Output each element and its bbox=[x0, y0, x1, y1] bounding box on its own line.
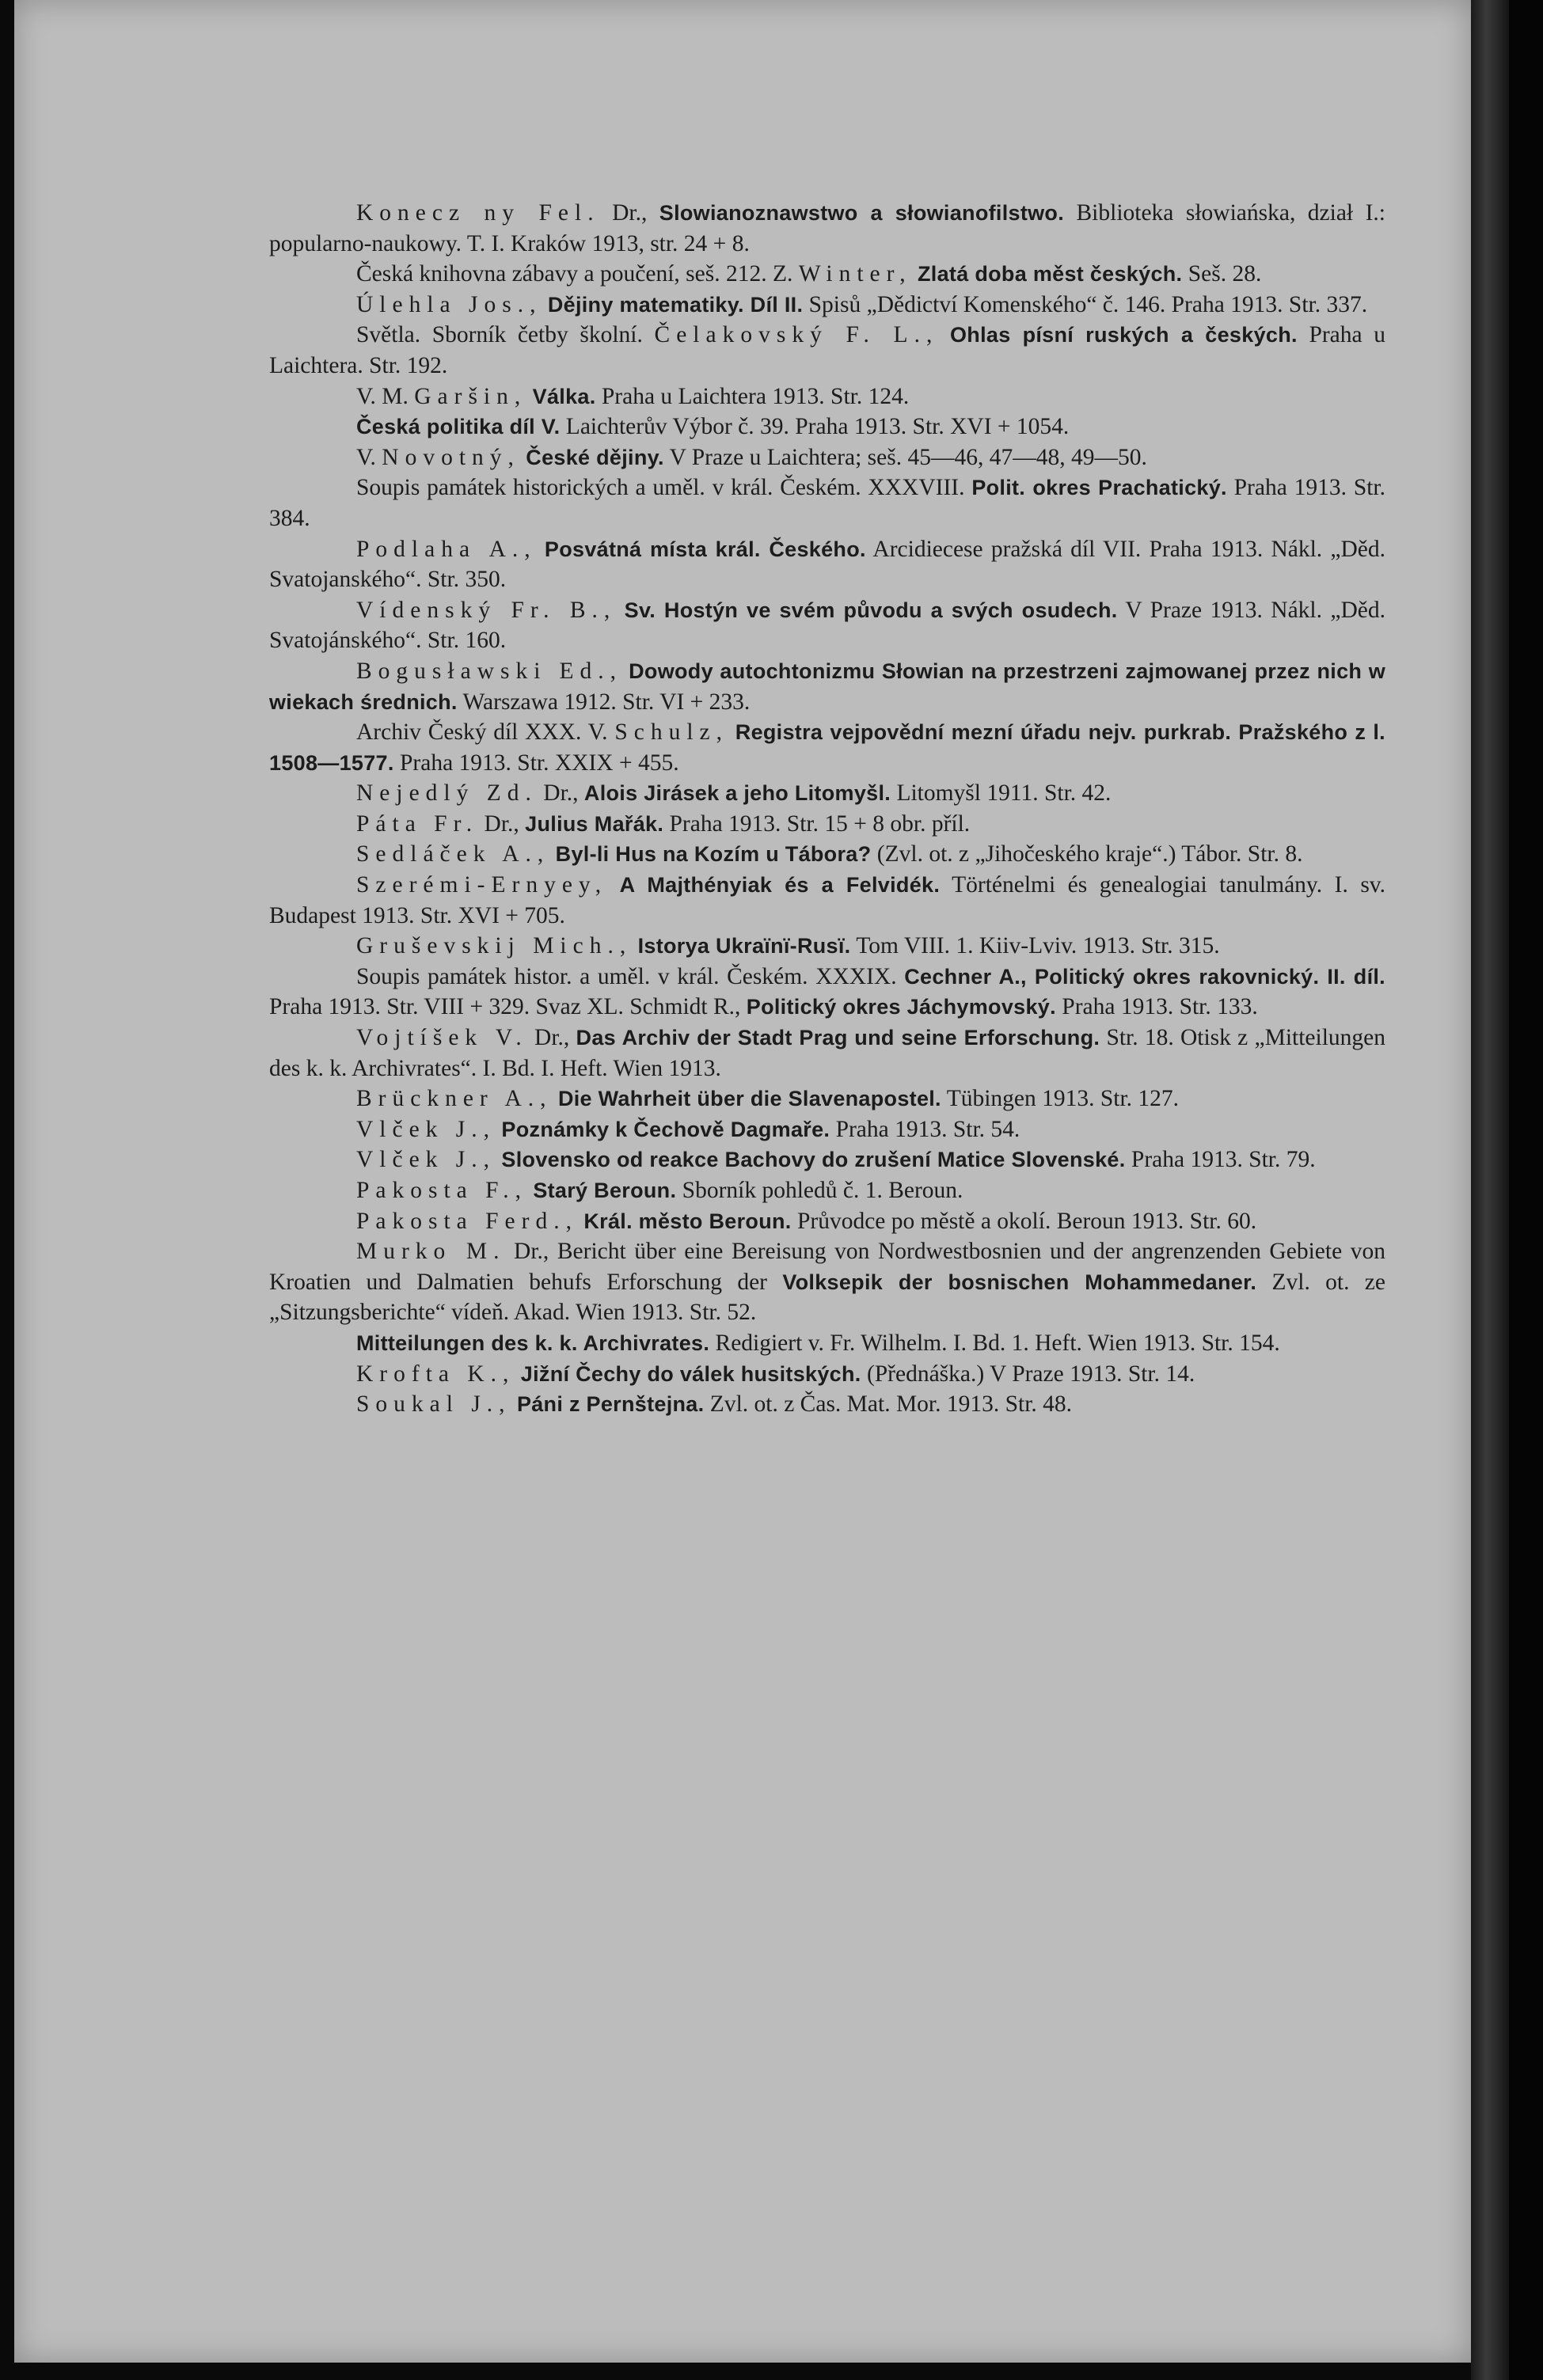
entry-text bbox=[607, 872, 620, 898]
bibliography-entry bbox=[269, 473, 1385, 533]
entry-title: Páni z Pernštejna. bbox=[516, 1392, 705, 1417]
entry-title: Die Wahrheit über die Slavenapostel. bbox=[557, 1087, 941, 1111]
entry-title: Slovensko od reakce Bachovy do zrušení Matice Slovenské. bbox=[501, 1148, 1126, 1172]
entry-text: Dr., bbox=[478, 810, 526, 837]
entry-title: Politický okres Jáchymovský. bbox=[746, 995, 1056, 1019]
entry-author: Páta Fr. bbox=[356, 810, 479, 837]
entry-text: Spisů „Dědictví Komenského“ č. 146. Praha 1913. Str. 337. bbox=[803, 291, 1368, 317]
entry-title: Sv. Hostýn ve svém původu a svých osudech. bbox=[624, 598, 1118, 622]
scan-background bbox=[1509, 0, 1543, 2380]
entry-author: Čelakovský F. L., bbox=[654, 322, 939, 348]
entry-title: A Majthényiak és a Felvidék. bbox=[619, 873, 941, 898]
scanned-page bbox=[14, 0, 1471, 2363]
bibliography-entry bbox=[269, 1175, 1385, 1206]
entry-text: Zvl. ot. z Čas. Mat. Mor. 1913. Str. 48. bbox=[704, 1391, 1073, 1418]
entry-text: Praha 1913. Str. XXIX + 455. bbox=[393, 750, 679, 776]
entry-text: Praha u Laichtera 1913. Str. 124. bbox=[595, 383, 910, 409]
entry-text: Zvl. ot. ze „Sitzungsberichte“ vídeň. Akad. Wien 1913. Str. 52. bbox=[269, 1269, 1385, 1326]
entry-text: Praha 1913. Str. VIII + 329. Svaz XL. Schmidt R., bbox=[269, 994, 747, 1020]
entry-author: Pakosta F., bbox=[356, 1178, 527, 1203]
entry-text bbox=[622, 659, 629, 684]
entry-title: Cechner A., Politický okres rakovnický. II. díl. bbox=[904, 964, 1385, 989]
bibliography-entry bbox=[269, 839, 1385, 870]
entry-title: Jižní Čechy do válek husitských. bbox=[520, 1361, 861, 1386]
entry-text: Sborník pohledů č. 1. Beroun. bbox=[676, 1178, 963, 1203]
entry-text: Laichterův Výbor č. 39. Praha 1913. Str. XVI + 1054. bbox=[560, 414, 1070, 440]
entry-text: Történelmi és genealogiai tanulmány. I. sv. Budapest 1913. Str. XVI + 705. bbox=[269, 872, 1386, 928]
entry-text: Arcidiecese pražská díl VII. Praha 1913. Nákl. „Děd. Svatojanského“. Str. 350. bbox=[269, 536, 1386, 593]
entry-author: Konecz ny Fel. bbox=[356, 200, 600, 226]
entry-text: Praha 1913. Str. 133. bbox=[1055, 994, 1258, 1020]
bibliography-entry bbox=[269, 1328, 1385, 1359]
bibliography-entry bbox=[269, 381, 1385, 412]
entry-author: Brückner A., bbox=[356, 1086, 553, 1112]
entry-text: (Přednáška.) V Praze 1913. Str. 14. bbox=[861, 1361, 1195, 1387]
entry-text bbox=[542, 292, 547, 317]
entry-author: Podlaha A., bbox=[356, 536, 537, 562]
entry-text bbox=[515, 1361, 520, 1387]
bibliography-entry bbox=[269, 778, 1385, 809]
entry-title: Polit. okres Prachatický. bbox=[971, 476, 1227, 500]
entry-author: Vlček J., bbox=[356, 1147, 496, 1173]
entry-title: Česká politika díl V. bbox=[356, 415, 561, 439]
entry-text bbox=[553, 1086, 558, 1111]
entry-text: Praha 1913. Str. 79. bbox=[1125, 1147, 1316, 1173]
bibliography-entry bbox=[269, 198, 1385, 259]
entry-title: Dowody autochtonizmu Słowian na przestrzeni zajmowanej przez nich w wiekach średnich. bbox=[269, 659, 1386, 714]
entry-title: Registra vejpovědní mezní úřadu nejv. purkrab. Pražského z l. 1508—1577. bbox=[269, 720, 1385, 775]
bibliography-entry bbox=[269, 870, 1385, 931]
bibliography-entry bbox=[269, 656, 1385, 717]
bibliography-list bbox=[269, 198, 1385, 1420]
entry-text: V. M. bbox=[356, 383, 415, 409]
entry-title: Starý Beroun. bbox=[533, 1179, 677, 1202]
bibliography-entry bbox=[269, 1144, 1385, 1175]
entry-text: Praha u Laichtera. Str. 192. bbox=[269, 322, 1386, 378]
bibliography-entry bbox=[269, 962, 1385, 1023]
entry-author: Winter, bbox=[798, 261, 912, 287]
entry-text: Světla. Sborník četby školní. bbox=[356, 322, 655, 348]
bibliography-entry bbox=[269, 931, 1385, 962]
entry-text: V Praze 1913. Nákl. „Děd. Svatojánského“. Str. 160. bbox=[269, 597, 1385, 654]
entry-author: Gruševskij Mich., bbox=[356, 933, 633, 959]
entry-title: Julius Mařák. bbox=[525, 811, 664, 836]
entry-text: (Zvl. ot. z „Jihočeského kraje“.) Tábor. Str. 8. bbox=[871, 841, 1303, 867]
entry-title: Král. město Beroun. bbox=[583, 1209, 792, 1233]
entry-title: Poznámky k Čechově Dagmaře. bbox=[501, 1117, 830, 1141]
entry-title: Alois Jirásek a jeho Litomyšl. bbox=[583, 781, 891, 806]
entry-text bbox=[912, 261, 918, 287]
entry-text: Archiv Český díl XXX. V. bbox=[356, 719, 615, 746]
entry-title: Mitteilungen des k. k. Archivrates. bbox=[356, 1330, 710, 1355]
bibliography-entry bbox=[269, 412, 1385, 442]
entry-text: Česká knihovna zábavy a poučení, seš. 212. Z. bbox=[356, 261, 799, 287]
entry-text: Dr., bbox=[537, 780, 584, 807]
entry-title: Zlatá doba měst českých. bbox=[918, 262, 1183, 287]
entry-text: Soupis památek historických a uměl. v král. Českém. XXXVIII. bbox=[356, 475, 972, 501]
entry-title: Slowianoznawstwo a słowianofilstwo. bbox=[659, 201, 1065, 225]
entry-text: Praha 1913. Str. 15 + 8 obr. příl. bbox=[663, 810, 971, 837]
entry-text: Soupis památek histor. a uměl. v král. Českém. XXXIX. bbox=[356, 963, 905, 989]
bibliography-entry bbox=[269, 259, 1385, 290]
entry-author: Murko M. bbox=[356, 1239, 506, 1265]
bibliography-entry bbox=[269, 1389, 1385, 1420]
entry-text: V Praze u Laichtera; seš. 45—46, 47—48, 49—50. bbox=[663, 444, 1147, 470]
bibliography-entry bbox=[269, 1359, 1385, 1390]
entry-author: Schulz, bbox=[614, 719, 728, 746]
entry-author: Pakosta Ferd., bbox=[356, 1208, 578, 1234]
bibliography-entry bbox=[269, 534, 1385, 595]
entry-author: Vídenský Fr. B., bbox=[356, 597, 617, 623]
entry-author: Soukal J., bbox=[356, 1391, 511, 1418]
bibliography-entry bbox=[269, 717, 1385, 778]
entry-text: Praha 1913. Str. 384. bbox=[269, 475, 1385, 531]
entry-author: Novotný, bbox=[382, 444, 520, 470]
entry-author: Nejedlý Zd. bbox=[356, 780, 538, 807]
entry-author: Garšin, bbox=[414, 383, 527, 409]
entry-author: Szerémi-Ernyey, bbox=[356, 872, 608, 898]
entry-text bbox=[938, 322, 950, 347]
entry-title: Volksepik der bosnischen Mohammedaner. bbox=[782, 1270, 1257, 1294]
entry-text: Str. 18. Otisk z „Mitteilungen des k. k. Archivrates“. I. Bd. I. Heft. Wien 1913. bbox=[269, 1025, 1385, 1081]
entry-text: Warszawa 1912. Str. VI + 233. bbox=[457, 689, 751, 715]
entry-author: Bogusławski Ed., bbox=[356, 658, 623, 684]
entry-text: Biblioteka słowiańska, dział I.: popularno-naukowy. T. I. Kraków 1913, str. 24 + 8. bbox=[269, 200, 1385, 256]
entry-author: Sedláček A., bbox=[356, 841, 550, 867]
bibliography-entry bbox=[269, 809, 1385, 840]
bibliography-entry bbox=[269, 442, 1385, 473]
bibliography-entry bbox=[269, 595, 1385, 656]
entry-text: Seš. 28. bbox=[1182, 261, 1262, 287]
entry-text: Praha 1913. Str. 54. bbox=[830, 1116, 1020, 1142]
entry-text: Dr., bbox=[527, 1025, 576, 1051]
entry-text: V. bbox=[356, 444, 382, 470]
entry-title: Posvátná místa král. Českého. bbox=[544, 537, 866, 561]
entry-text bbox=[632, 933, 637, 958]
bibliography-entry bbox=[269, 1114, 1385, 1145]
bibliography-entry bbox=[269, 1023, 1385, 1084]
entry-author: Vlček J., bbox=[356, 1116, 496, 1142]
entry-text: Dr., Bericht über eine Bereisung von Nordwestbosnien und der angrenzenden Gebiete von Kroatien und Dalmatien behufs Erforschung der bbox=[269, 1239, 1385, 1295]
entry-text: Litomyšl 1911. Str. 42. bbox=[891, 780, 1112, 807]
entry-text: Dr., bbox=[599, 200, 659, 226]
entry-text bbox=[511, 1391, 517, 1417]
entry-text: Tom VIII. 1. Kiiv-Lviv. 1913. Str. 315. bbox=[850, 933, 1220, 959]
entry-title: Dějiny matematiky. Díl II. bbox=[547, 292, 804, 317]
entry-text: Průvodce po městě a okolí. Beroun 1913. Str. 60. bbox=[791, 1208, 1257, 1234]
entry-title: Istorya Ukraïnï-Rusï. bbox=[637, 934, 851, 958]
entry-text bbox=[728, 719, 735, 745]
entry-text bbox=[526, 384, 532, 409]
entry-author: Úlehla Jos., bbox=[356, 291, 542, 317]
entry-title: Byl-li Hus na Kozím u Tábora? bbox=[555, 842, 872, 867]
entry-text: Redigiert v. Fr. Wilhelm. I. Bd. 1. Heft. Wien 1913. Str. 154. bbox=[709, 1330, 1280, 1356]
bibliography-entry bbox=[269, 1236, 1385, 1328]
entry-title: Ohlas písní ruských a českých. bbox=[949, 323, 1298, 347]
entry-title: Válka. bbox=[532, 384, 596, 408]
bibliography-entry bbox=[269, 320, 1385, 381]
entry-title: České dějiny. bbox=[526, 445, 664, 469]
bibliography-entry bbox=[269, 1206, 1385, 1237]
entry-title: Das Archiv der Stadt Prag und seine Erforschung. bbox=[576, 1026, 1100, 1050]
bibliography-entry bbox=[269, 290, 1385, 321]
entry-text: Tübingen 1913. Str. 127. bbox=[941, 1086, 1180, 1112]
entry-text bbox=[537, 537, 545, 562]
page-edge-shadow bbox=[1471, 0, 1509, 2380]
entry-author: Krofta K., bbox=[356, 1361, 515, 1387]
bibliography-entry bbox=[269, 1084, 1385, 1114]
entry-author: Vojtíšek V. bbox=[356, 1025, 528, 1051]
entry-text bbox=[616, 598, 624, 623]
entry-text bbox=[549, 841, 555, 867]
